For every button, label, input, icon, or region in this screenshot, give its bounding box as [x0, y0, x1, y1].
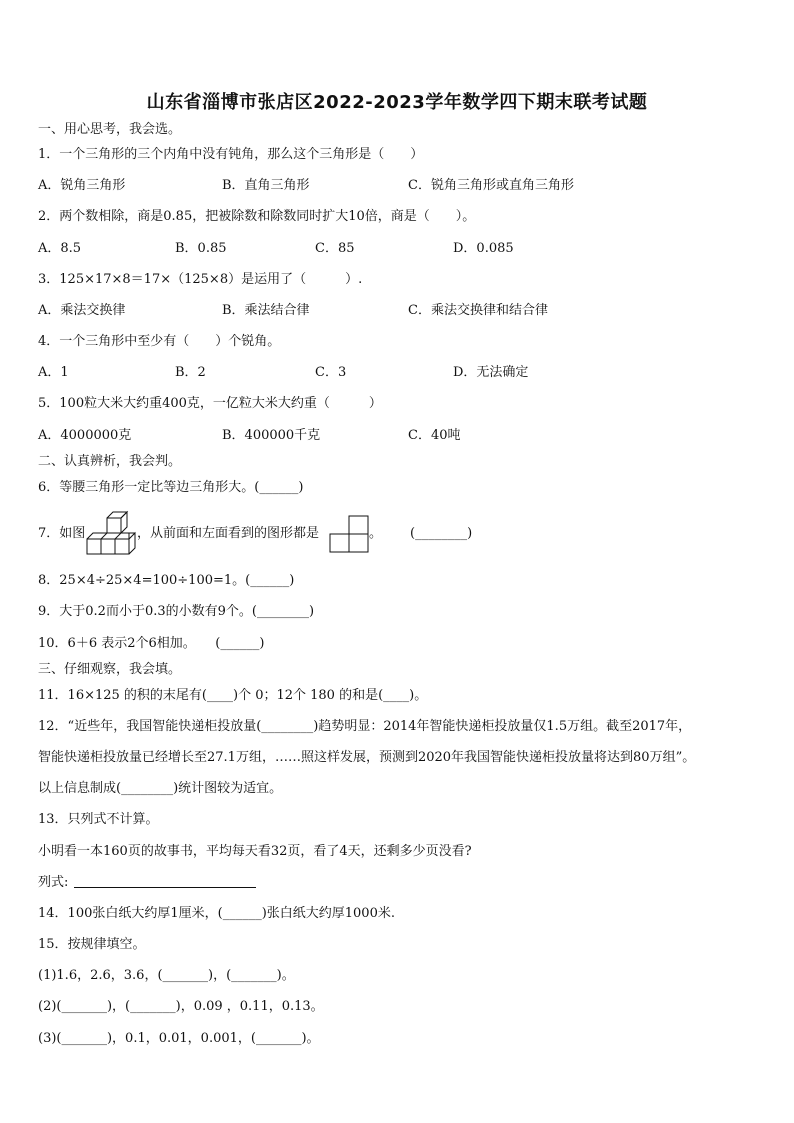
question-15-part-3: (3)(_______)，0.1，0.01，0.001，(_______)。 — [38, 1031, 320, 1046]
question-12-line-1: 12．“近些年，我国智能快递柜投放量(________)趋势明显：2014年智能快递柜投放量仅1.5万组。截至2017年， — [38, 719, 692, 734]
q1-option-b: B．直角三角形 — [222, 178, 310, 193]
question-5: 5．100粒大米大约重400克，一亿粒大米大约重（ ） — [38, 396, 382, 411]
question-8: 8．25×4÷25×4=100÷100=1。(______) — [38, 573, 295, 588]
question-12-line-2: 智能快递柜投放量已经增长至27.1万组，……照这样发展，预测到2020年我国智能快递柜投放量将达到80万组”。 — [38, 750, 696, 765]
cube-stack-figure — [86, 508, 136, 558]
question-9: 9．大于0.2而小于0.3的小数有9个。(________) — [38, 604, 315, 619]
question-11: 11．16×125 的积的末尾有(____)个 0；12个 180 的和是(____)。 — [38, 688, 428, 703]
q4-option-c: C．3 — [315, 365, 347, 380]
view-shape-figure — [329, 514, 369, 554]
answer-blank-line[interactable] — [74, 875, 256, 888]
question-15: 15．按规律填空。 — [38, 937, 146, 952]
q2-option-d: D．0.085 — [453, 241, 514, 256]
question-2: 2．两个数相除，商是0.85，把被除数和除数同时扩大10倍，商是（ ）。 — [38, 209, 476, 224]
question-6: 6．等腰三角形一定比等边三角形大。(______) — [38, 480, 304, 495]
q2-option-c: C．85 — [315, 241, 355, 256]
q2-option-b: B．0.85 — [175, 241, 227, 256]
q3-option-b: B．乘法结合律 — [222, 303, 310, 318]
question-7-suffix: 。 — [369, 526, 383, 541]
section-heading-2: 二、认真辨析，我会判。 — [38, 454, 182, 469]
q5-option-a: A．4000000克 — [38, 428, 132, 443]
question-12-line-3: 以上信息制成(________)统计图较为适宜。 — [38, 781, 283, 796]
question-15-part-1: (1)1.6，2.6，3.6，(_______)，(_______)。 — [38, 968, 295, 983]
q3-option-c: C．乘法交换律和结合律 — [408, 303, 548, 318]
q2-option-a: A．8.5 — [38, 241, 82, 256]
question-7-middle: ，从前面和左面看到的图形都是 — [137, 526, 320, 541]
q1-option-c: C．锐角三角形或直角三角形 — [408, 178, 574, 193]
section-heading-1: 一、用心思考，我会选。 — [38, 122, 182, 137]
answer-label: 列式: — [38, 875, 69, 890]
question-14: 14．100张白纸大约厚1厘米，(______)张白纸大约厚1000米. — [38, 906, 395, 921]
q4-option-d: D．无法确定 — [453, 365, 529, 380]
question-15-part-2: (2)(_______)，(_______)，0.09 ，0.11，0.13。 — [38, 999, 324, 1014]
question-7-prefix: 7．如图 — [38, 526, 86, 541]
question-13-answer — [38, 875, 256, 891]
q5-option-c: C．40吨 — [408, 428, 461, 443]
question-13: 13．只列式不计算。 — [38, 812, 159, 827]
question-1: 1．一个三角形的三个内角中没有钝角，那么这个三角形是（ ） — [38, 147, 424, 162]
question-4: 4．一个三角形中至少有（ ）个锐角。 — [38, 334, 281, 349]
q4-option-a: A．1 — [38, 365, 69, 380]
question-3: 3．125×17×8＝17×（125×8）是运用了（ ）. — [38, 272, 363, 287]
question-13-text: 小明看一本160页的故事书，平均每天看32页，看了4天，还剩多少页没看? — [38, 844, 472, 859]
q1-option-a: A．锐角三角形 — [38, 178, 126, 193]
q3-option-a: A．乘法交换律 — [38, 303, 126, 318]
page-title: 山东省淄博市张店区2022-2023学年数学四下期末联考试题 — [146, 92, 648, 113]
question-7-blank: (________) — [410, 526, 473, 541]
section-heading-3: 三、仔细观察，我会填。 — [38, 662, 182, 677]
q5-option-b: B．400000千克 — [222, 428, 321, 443]
q4-option-b: B．2 — [175, 365, 206, 380]
question-10: 10．6＋6 表示2个6相加。 (______) — [38, 636, 265, 651]
